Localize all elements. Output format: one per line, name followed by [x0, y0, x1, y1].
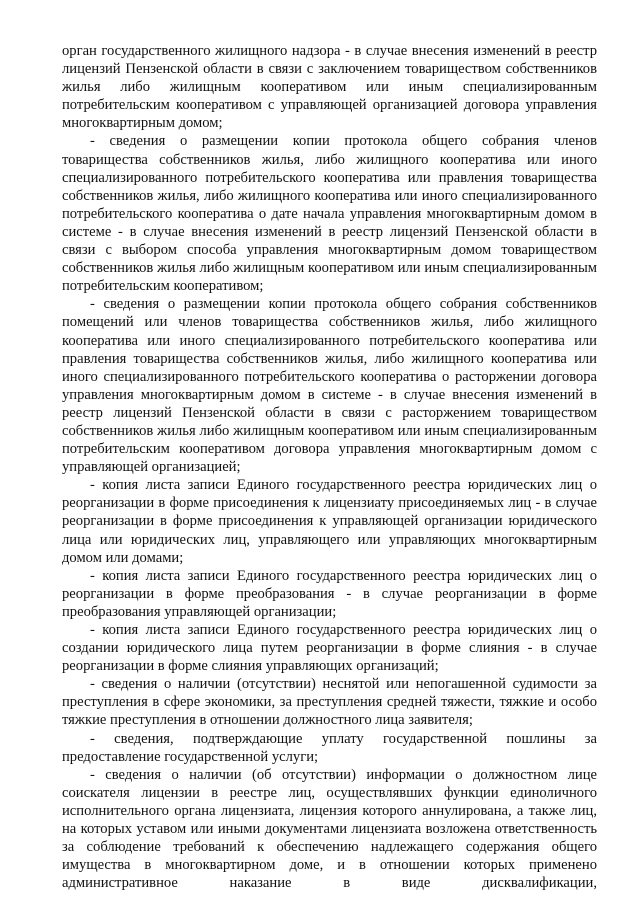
paragraph-state-fee: - сведения, подтверждающие уплату государственной пошлины за предоставление государственной услуги;: [62, 730, 597, 765]
paragraph-reorganization-merger: - копия листа записи Единого государственного реестра юридических лиц о создании юридического лица путем реорганизации в форме слияния - в случае реорганизации в форме слияния управляющих организаций;: [62, 622, 597, 675]
document-page: [62, 42, 597, 892]
paragraph-registry-changes-contract: орган государственного жилищного надзора - в случае внесения изменений в реестр лицензий Пензенской области в связи с заключением товариществом собственников жилья либо жилищным кооперативом или иным специализированным потребительским кооперативом с управляющей организацией договора управления многоквартирным домом;: [62, 43, 597, 132]
paragraph-criminal-record: - сведения о наличии (отсутствии) неснятой или непогашенной судимости за преступления в сфере экономики, за преступления средней тяжести, тяжкие и особо тяжкие преступления в отношении должностного лица заявителя;: [62, 676, 597, 729]
paragraph-protocol-start-management: - сведения о размещении копии протокола общего собрания членов товарищества собственников жилья, либо жилищного кооператива или иного специализированного потребительского кооператива или правления товарищества собственников жилья, либо жилищного кооператива или иного специализированного потребительского кооператива о дате начала управления многоквартирным домом в системе - в случае внесения изменений в реестр лицензий Пензенской области в связи с выбором способа управления многоквартирным домом товариществом собственников жилья либо жилищным кооперативом или иным специализированным потребительским кооперативом;: [62, 133, 597, 295]
paragraph-reorganization-transformation: - копия листа записи Единого государственного реестра юридических лиц о реорганизации в форме преобразования - в случае реорганизации в форме преобразования управляющей организации;: [62, 567, 597, 620]
paragraph-protocol-termination: - сведения о размещении копии протокола общего собрания собственников помещений или членов товарищества собственников жилья, либо жилищного кооператива или иного специализированного потребительского кооператива или правления товарищества собственников жилья, либо жилищного кооператива или иного специализированного потребительского кооператива о расторжении договора управления многоквартирным домом в системе - в случае внесения изменений в реестр лицензий Пензенской области в связи с расторжением товариществом собственников жилья либо жилищным кооперативом или иным специализированным потребительским кооперативом договора управления многоквартирным домом с управляющей организацией;: [62, 296, 597, 476]
paragraph-disqualified-officials: - сведения о наличии (об отсутствии) информации о должностном лице соискателя лицензии в реестре лиц, осуществлявших функции единоличного исполнительного органа лицензиата, лицензия которого аннулирована, а также лиц, на которых уставом или иными документами лицензиата возложена ответственность за соблюдение требований к обеспечению надлежащего содержания общего имущества в многоквартирном доме, и в отношении которых применено административное наказание в виде дисквалификации,: [62, 766, 597, 892]
paragraph-reorganization-accession: - копия листа записи Единого государственного реестра юридических лиц о реорганизации в форме присоединения к лицензиату присоединяемых лиц - в случае реорганизации в форме присоединения к управляющей организации юридического лица или юридических лиц, управляющего или управляющих многоквартирным домом или домами;: [62, 477, 597, 566]
